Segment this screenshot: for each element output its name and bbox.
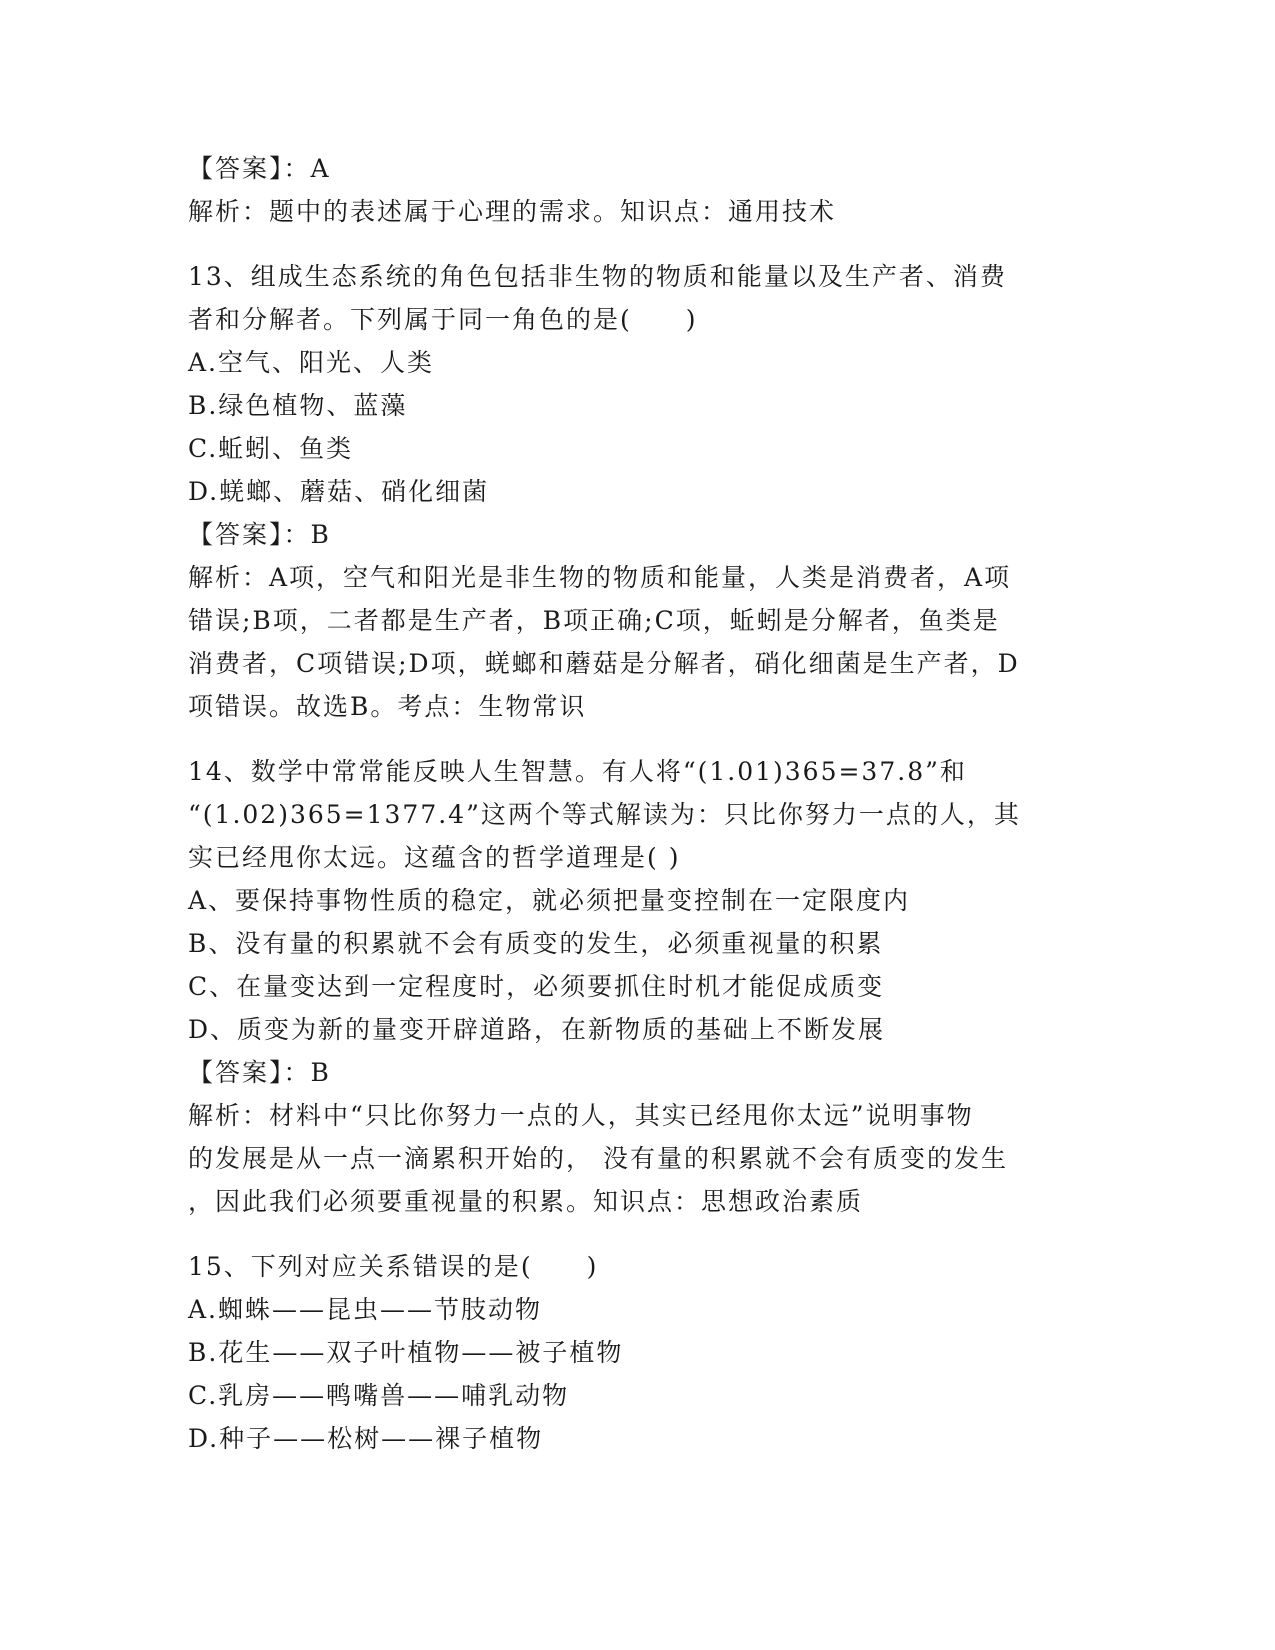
option-a: A、要保持事物性质的稳定，就必须把量变控制在一定限度内 — [188, 886, 911, 915]
explanation-line: 项错误。故选B。考点：生物常识 — [188, 692, 587, 721]
question-stem: 13、组成生态系统的角色包括非生物的物质和能量以及生产者、消费 — [188, 262, 1007, 291]
question-12-answer-block — [188, 147, 1088, 233]
question-15-block — [188, 1245, 1088, 1460]
option-b: B.绿色植物、蓝藻 — [188, 391, 408, 420]
option-c: C.乳房——鸭嘴兽——哺乳动物 — [188, 1381, 570, 1410]
option-d: D.蜣螂、蘑菇、硝化细菌 — [188, 477, 490, 506]
explanation-line: 解析：材料中“只比你努力一点的人，其实已经甩你太远”说明事物 — [188, 1101, 974, 1130]
explanation-line: 解析：题中的表述属于心理的需求。知识点：通用技术 — [188, 197, 837, 226]
question-stem: 实已经甩你太远。这蕴含的哲学道理是( ) — [188, 843, 681, 872]
question-stem: 15、下列对应关系错误的是( ) — [188, 1252, 599, 1281]
document-page — [188, 147, 1088, 1460]
question-stem: 者和分解者。下列属于同一角色的是( ) — [188, 305, 698, 334]
block-spacer — [188, 1223, 1088, 1245]
explanation-line: 消费者，C项错误;D项，蜣螂和蘑菇是分解者，硝化细菌是生产者，D — [188, 649, 1020, 678]
option-d: D、质变为新的量变开辟道路，在新物质的基础上不断发展 — [188, 1015, 886, 1044]
answer-label: 【答案】：A — [188, 154, 331, 183]
explanation-line: ，因此我们必须要重视量的积累。知识点：思想政治素质 — [188, 1187, 864, 1216]
option-c: C.蚯蚓、鱼类 — [188, 434, 354, 463]
answer-label: 【答案】：B — [188, 1058, 331, 1087]
block-spacer — [188, 728, 1088, 750]
option-a: A.蜘蛛——昆虫——节肢动物 — [188, 1295, 543, 1324]
explanation-line: 错误;B项，二者都是生产者，B项正确;C项，蚯蚓是分解者，鱼类是 — [188, 606, 1000, 635]
question-stem: 14、数学中常常能反映人生智慧。有人将“(1.01)365=37.8”和 — [188, 757, 967, 786]
explanation-line: 解析：A项，空气和阳光是非生物的物质和能量，人类是消费者，A项 — [188, 563, 1012, 592]
question-14-block — [188, 750, 1088, 1223]
option-b: B.花生——双子叶植物——被子植物 — [188, 1338, 624, 1367]
question-13-block — [188, 255, 1088, 728]
option-d: D.种子——松树——裸子植物 — [188, 1424, 544, 1453]
option-b: B、没有量的积累就不会有质变的发生，必须重视量的积累 — [188, 929, 884, 958]
option-a: A.空气、阳光、人类 — [188, 348, 435, 377]
option-c: C、在量变达到一定程度时，必须要抓住时机才能促成质变 — [188, 972, 885, 1001]
explanation-line: 的发展是从一点一滴累积开始的， 没有量的积累就不会有质变的发生 — [188, 1144, 1008, 1173]
block-spacer — [188, 233, 1088, 255]
question-stem: “(1.02)365=1377.4”这两个等式解读为：只比你努力一点的人，其 — [188, 800, 1021, 829]
answer-label: 【答案】：B — [188, 520, 331, 549]
